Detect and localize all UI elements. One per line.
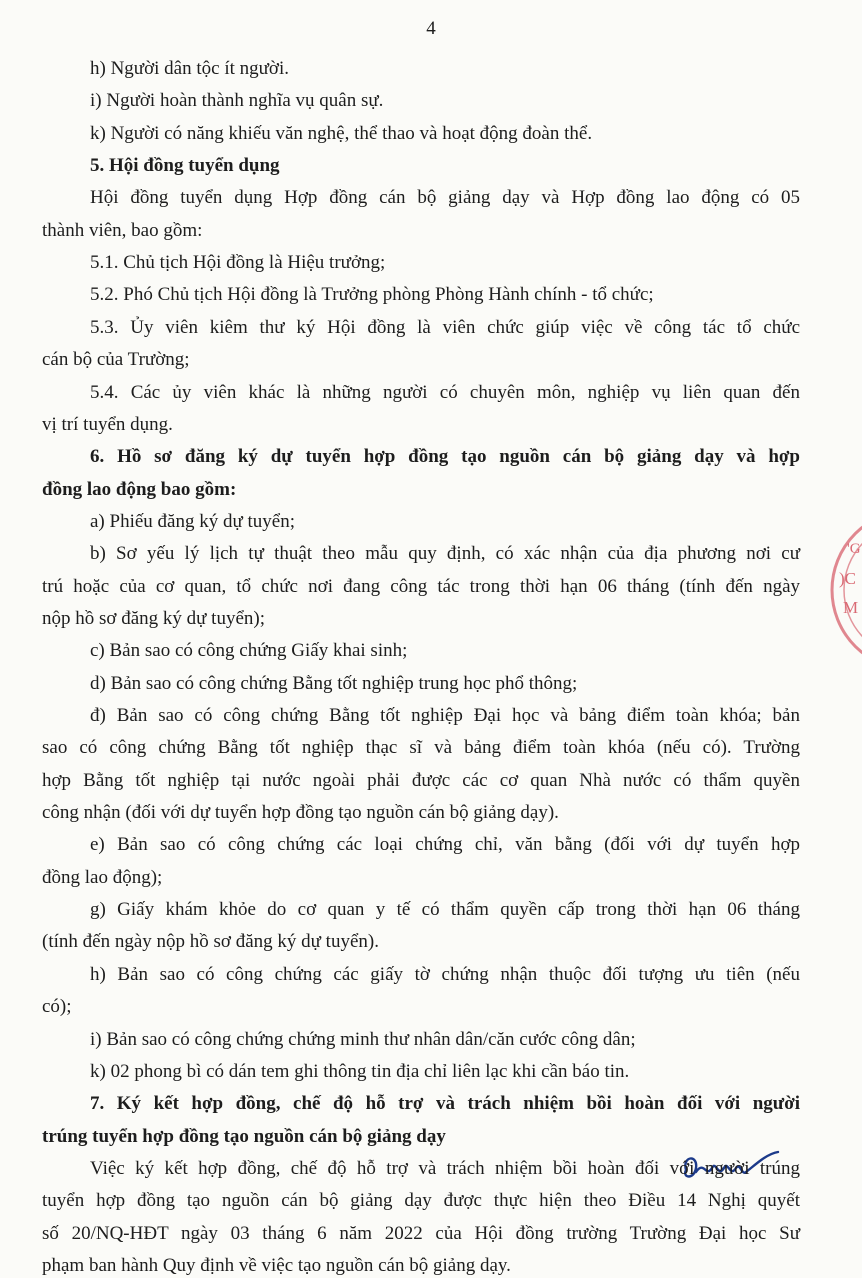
text-line: Việc ký kết hợp đồng, chế độ hỗ trợ và trách nhiệm bồi hoàn đối với người trúng xyxy=(90,1157,800,1179)
text-line: Hội đồng tuyển dụng Hợp đồng cán bộ giảng dạy và Hợp đồng lao động có 05 xyxy=(90,187,800,209)
text-line: b) Sơ yếu lý lịch tự thuật theo mẫu quy định, có xác nhận của địa phương nơi cư xyxy=(90,543,800,565)
text-line: tuyển hợp đồng tạo nguồn cán bộ giảng dạy được thực hiện theo Điều 14 Nghị quyết xyxy=(42,1190,800,1212)
text-line: h) Người dân tộc ít người. xyxy=(90,58,289,79)
text-line: c) Bản sao có công chứng Giấy khai sinh; xyxy=(90,640,408,662)
text-line: d) Bản sao có công chứng Bằng tốt nghiệp trung học phổ thông; xyxy=(90,672,578,694)
text-line: phạm ban hành Quy định về việc tạo nguồn cán bộ giảng dạy. xyxy=(42,1254,511,1276)
section-heading-line: đồng lao động bao gồm: xyxy=(42,478,237,500)
section-heading-line: trúng tuyển hợp đồng tạo nguồn cán bộ giảng dạy xyxy=(42,1125,446,1147)
text-line: 5.1. Chủ tịch Hội đồng là Hiệu trưởng; xyxy=(90,252,386,274)
text-line: sao có công chứng Bằng tốt nghiệp thạc sĩ và bảng điểm toàn khóa (nếu có). Trường xyxy=(42,737,800,759)
text-line: i) Bản sao có công chứng chứng minh thư nhân dân/căn cước công dân; xyxy=(90,1028,636,1050)
text-line: e) Bản sao có công chứng các loại chứng chỉ, văn bằng (đối với dự tuyển hợp xyxy=(90,834,800,856)
section-heading-line: 5. Hội đồng tuyển dụng xyxy=(90,155,280,177)
text-line: có); xyxy=(42,996,72,1018)
text-line: g) Giấy khám khỏe do cơ quan y tế có thẩm quyền cấp trong thời hạn 06 tháng xyxy=(90,899,800,921)
text-line: hợp Bằng tốt nghiệp tại nước ngoài phải được các cơ quan Nhà nước có thẩm quyền xyxy=(42,769,800,791)
official-stamp-icon xyxy=(817,505,862,705)
text-line: h) Bản sao có công chứng các giấy tờ chứng nhận thuộc đối tượng ưu tiên (nếu xyxy=(90,963,800,985)
text-line: 5.2. Phó Chủ tịch Hội đồng là Trưởng phòng Phòng Hành chính - tổ chức; xyxy=(90,284,654,306)
text-line: vị trí tuyển dụng. xyxy=(42,413,173,435)
text-line: k) Người có năng khiếu văn nghệ, thể thao và hoạt động đoàn thể. xyxy=(90,122,593,144)
text-line: 5.3. Ủy viên kiêm thư ký Hội đồng là viên chức giúp việc về công tác tổ chức xyxy=(90,316,800,338)
text-line: k) 02 phong bì có dán tem ghi thông tin địa chỉ liên lạc khi cần báo tin. xyxy=(90,1060,630,1082)
section-heading-line: 6. Hồ sơ đăng ký dự tuyển hợp đồng tạo nguồn cán bộ giảng dạy và hợp xyxy=(90,446,800,468)
text-line: thành viên, bao gồm: xyxy=(42,219,203,241)
text-line: đ) Bản sao có công chứng Bằng tốt nghiệp Đại học và bảng điểm toàn khóa; bản xyxy=(90,705,800,726)
text-line: (tính đến ngày nộp hồ sơ đăng ký dự tuyển). xyxy=(42,931,379,953)
page-number: 4 xyxy=(426,18,436,39)
text-line: i) Người hoàn thành nghĩa vụ quân sự. xyxy=(90,90,384,112)
svg-text:M: M xyxy=(843,598,859,617)
text-line: 5.4. Các ủy viên khác là những người có chuyên môn, nghiệp vụ liên quan đến xyxy=(90,381,800,403)
text-line: công nhận (đối với dự tuyển hợp đồng tạo nguồn cán bộ giảng dạy). xyxy=(42,802,559,824)
text-line: trú hoặc của cơ quan, tổ chức nơi đang công tác trong thời hạn 06 tháng (tính đến ngày xyxy=(42,575,800,597)
text-line: đồng lao động); xyxy=(42,866,163,888)
text-line: nộp hồ sơ đăng ký dự tuyển); xyxy=(42,607,265,629)
text-line: số 20/NQ-HĐT ngày 03 tháng 6 năm 2022 của Hội đồng trường Trường Đại học Sư xyxy=(42,1222,800,1244)
section-heading-line: 7. Ký kết hợp đồng, chế độ hỗ trợ và trách nhiệm bồi hoàn đối với người xyxy=(90,1093,800,1115)
text-line: a) Phiếu đăng ký dự tuyển; xyxy=(90,510,296,532)
svg-text:)C: )C xyxy=(839,569,856,588)
svg-text:'G: 'G xyxy=(847,541,861,557)
text-line: cán bộ của Trường; xyxy=(42,349,190,371)
